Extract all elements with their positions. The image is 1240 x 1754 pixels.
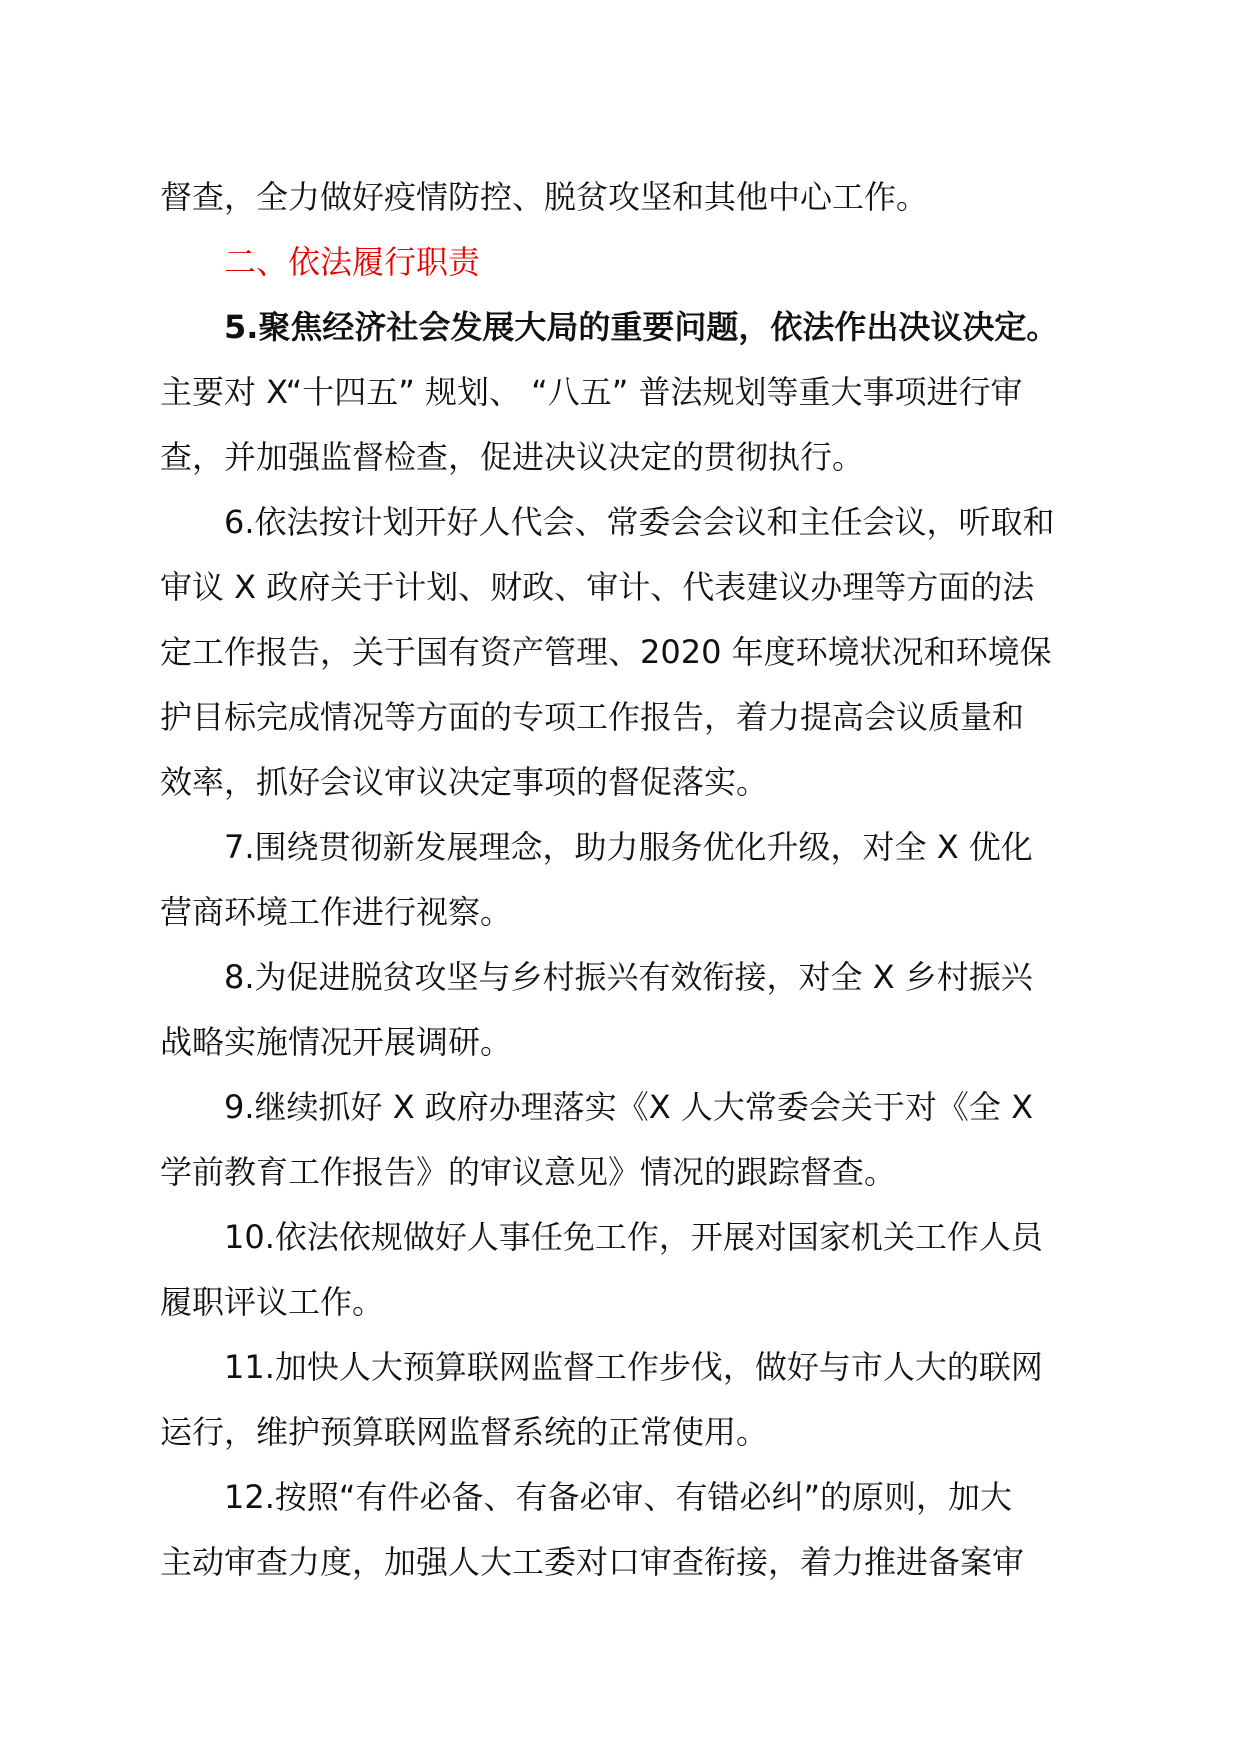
text-line: 主动审查力度，加强人大工委对口审查衔接，着力推进备案审	[160, 1543, 1025, 1581]
text-line: 查，并加强监督检查，促进决议决定的贯彻执行。	[160, 438, 865, 476]
text-line: 定工作报告，关于国有资产管理、2020 年度环境状况和环境保	[160, 633, 1052, 671]
section-heading: 二、依法履行职责	[224, 243, 481, 281]
text-line: 主要对 X“十四五” 规划、 “八五” 普法规划等重大事项进行审	[160, 373, 1023, 411]
text-line: 履职评议工作。	[160, 1283, 385, 1321]
text-line: 护目标完成情况等方面的专项工作报告，着力提高会议质量和	[160, 698, 1025, 736]
text-line: 督查，全力做好疫情防控、脱贫攻坚和其他中心工作。	[160, 178, 929, 216]
paragraph-start: 9.继续抓好 X 政府办理落实《X 人大常委会关于对《全 X	[224, 1088, 1033, 1126]
text-line: 效率，抓好会议审议决定事项的督促落实。	[160, 763, 769, 801]
text-line: 运行，维护预算联网监督系统的正常使用。	[160, 1413, 769, 1451]
paragraph-start: 12.按照“有件必备、有备必审、有错必纠”的原则，加大	[224, 1478, 1013, 1516]
paragraph-start: 6.依法按计划开好人代会、常委会会议和主任会议，听取和	[224, 503, 1055, 541]
text-line: 战略实施情况开展调研。	[160, 1023, 513, 1061]
text-line: 审议 X 政府关于计划、财政、审计、代表建议办理等方面的法	[160, 568, 1035, 606]
text-line: 营商环境工作进行视察。	[160, 893, 513, 931]
paragraph-start: 7.围绕贯彻新发展理念，助力服务优化升级，对全 X 优化	[224, 828, 1033, 866]
text-line: 学前教育工作报告》的审议意见》情况的跟踪督查。	[160, 1153, 897, 1191]
paragraph-start: 11.加快人大预算联网监督工作步伐，做好与市人大的联网	[224, 1348, 1043, 1386]
item-title: 5.聚焦经济社会发展大局的重要问题，依法作出决议决定。	[224, 308, 1059, 346]
document-page	[160, 165, 1092, 1595]
paragraph-start: 8.为促进脱贫攻坚与乡村振兴有效衔接，对全 X 乡村振兴	[224, 958, 1033, 996]
paragraph-start: 10.依法依规做好人事任免工作，开展对国家机关工作人员	[224, 1218, 1043, 1256]
